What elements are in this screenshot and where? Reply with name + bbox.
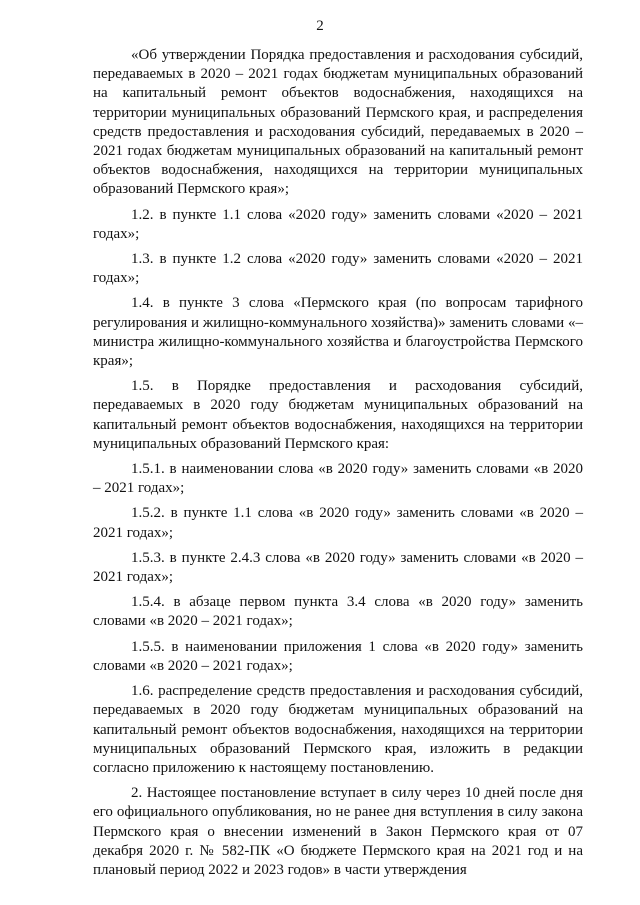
paragraph-1-4: 1.4. в пункте 3 слова «Пермского края (по вопросам тарифного регулирования и жилищно-коммунального хозяйства)» заменить словами «– министра жилищно-коммунального хозяйства и благоустройства Пермского края»;	[93, 295, 583, 370]
page-number: 2	[316, 18, 324, 34]
paragraph-1-5-5: 1.5.5. в наименовании приложения 1 слова «в 2020 году» заменить словами «в 2020 – 2021 годах»;	[93, 638, 583, 674]
paragraph-title-quote: «Об утверждении Порядка предоставления и расходования субсидий, передаваемых в 2020 – 2021 годах бюджетам муниципальных образований на капитальный ремонт объектов водоснабжения, находящихся на территории муниципальных образований Пермского края, и распределения средств предоставления и расходования субсидий, передаваемых в 2020 – 2021 годах бюджетам муниципальных образований на капитальный ремонт объектов водоснабжения, находящихся на территории муниципальных образований Пермского края»;	[93, 47, 583, 198]
paragraph-1-5: 1.5. в Порядке предоставления и расходования субсидий, передаваемых в 2020 году бюджетам муниципальных образований на капитальный ремонт объектов водоснабжения, находящихся на территории муниципальных образований Пермского края:	[93, 378, 583, 452]
paragraph-1-5-3: 1.5.3. в пункте 2.4.3 слова «в 2020 году» заменить словами «в 2020 – 2021 годах»;	[93, 549, 583, 586]
paragraph-1-6: 1.6. распределение средств предоставления и расходования субсидий, передаваемых в 2020 году бюджетам муниципальных образований на капитальный ремонт объектов водоснабжения, находящихся на территории муниципальных образований Пермского края, изложить в редакции согласно приложению к настоящему постановлению.	[93, 683, 583, 776]
paragraph-1-5-1: 1.5.1. в наименовании слова «в 2020 году» заменить словами «в 2020 – 2021 годах»;	[93, 461, 583, 497]
document-body	[93, 46, 583, 880]
paragraph-1-5-2: 1.5.2. в пункте 1.1 слова «в 2020 году» заменить словами «в 2020 – 2021 годах»;	[93, 505, 583, 541]
paragraph-2: 2. Настоящее постановление вступает в силу через 10 дней после дня его официального опубликования, но не ранее дня вступления в силу закона Пермского края о внесении изменений в Закон Пермского края от 07 декабря 2020 г. № 582-ПК «О бюджете Пермского края на 2021 год и на плановый период 2022 и 2023 годов» в части утверждения	[93, 785, 583, 878]
paragraph-1-5-4: 1.5.4. в абзаце первом пункта 3.4 слова «в 2020 году» заменить словами «в 2020 – 2021 годах»;	[93, 594, 583, 630]
paragraph-1-2: 1.2. в пункте 1.1 слова «2020 году» заменить словами «2020 – 2021 годах»;	[93, 206, 583, 242]
paragraph-1-3: 1.3. в пункте 1.2 слова «2020 году» заменить словами «2020 – 2021 годах»;	[93, 251, 583, 287]
